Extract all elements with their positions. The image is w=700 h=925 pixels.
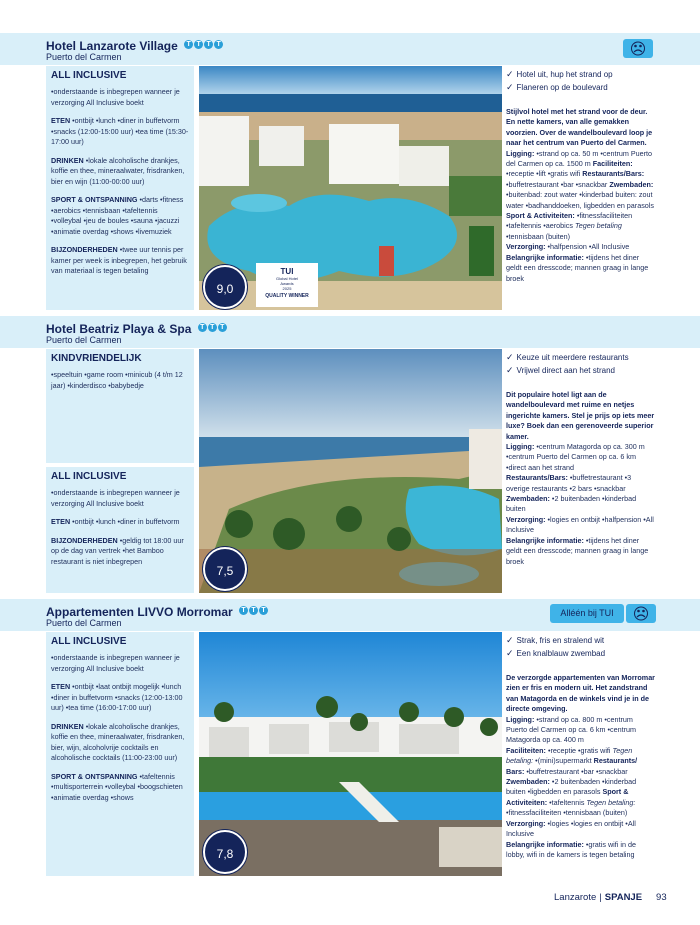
hotel-location: Puerto del Carmen	[46, 335, 122, 345]
highlight-item: ✓ Strak, fris en stralend wit	[506, 635, 605, 645]
panel-title: ALL INCLUSIVE	[51, 471, 127, 482]
star-icon	[208, 323, 217, 332]
page-number: 93	[656, 892, 667, 903]
star-icon	[259, 606, 268, 615]
star-icon	[184, 40, 193, 49]
hotel-photo	[199, 66, 502, 310]
star-rating	[184, 38, 224, 52]
hotel-title: Hotel Beatriz Playa & Spa TTT	[46, 321, 228, 336]
star-icon	[198, 323, 207, 332]
hotel-details: Ligging: •centrum Matagorda op ca. 300 m •centrum Puerto del Carmen op ca. 6 km •direct aan het strand Restaurants/Bars: •buffetrestaurant •3 overige restaurants •2 bars •snackbar Zwembaden: •2 buitenbaden •kinderbad buiten Verzorging: •logies en ontbijt •halfpension •All Inclusive Belangrijke informatie: •tijdens het diner geldt een dresscode; mannen graag in lange broek	[506, 442, 654, 566]
family-icon	[623, 39, 653, 58]
highlight-item: ✓ Vrijwel direct aan het strand	[506, 365, 615, 375]
hotel-intro: Dit populaire hotel ligt aan de wandelboulevard met ruime en netjes ingerichte kamers. Stel je prijs op iets meer luxe? Boek dan een gerenoveerde superior kamer.	[506, 390, 655, 441]
hotel-description	[506, 68, 656, 284]
hotel-title: Hotel Lanzarote Village TTTT	[46, 38, 224, 53]
all-inclusive-panel: ALL INCLUSIVE •onderstaande is inbegrepen wanneer je verzorging All Inclusive boekt ETEN •ontbijt •laat ontbijt mogelijk •lunch •diner in buffetvorm •snacks (12:00-13:00 uur) •tea time (16:00-17:00 uur) DRINKEN •lokale alcoholische drankjes, koffie en thee, mineraalwater, frisdranken, bier, wijn, alcoholvrije cocktails en alcoholische cocktails (11:00-23:00 uur) SPORT & ONTSPANNING •tafeltennis •multisporterrein •volleybal •boogschieten •animatie overdag •shows	[46, 632, 194, 876]
hotel-details: Ligging: •strand op ca. 50 m •centrum Puerto del Carmen op ca. 1500 m Faciliteiten: •receptie •lift •gratis wifi Restaurants/Bars: •buffetrestaurant •bar •snackbar Zwembaden: •buitenbad: zout water •kinderbad buiten: zout water •badhanddoeken, ligbedden en parasols Sport & Activiteiten: •fitnessfaciliteiten •tafeltennis •aerobics Tegen betaling •tennisbaan (buiten) Verzorging: •halfpension •All Inclusive Belangrijke informatie: •tijdens het diner geldt een dresscode; mannen graag in lange broek	[506, 148, 654, 283]
family-icon	[626, 604, 656, 623]
check-icon: ✓	[506, 648, 514, 658]
quality-winner-award: TUI Global Hotel Awards 2025 QUALITY WINNER	[256, 263, 318, 307]
star-rating	[239, 604, 269, 618]
panel-title: KINDVRIENDELIJK	[51, 353, 142, 364]
hotel-photo	[199, 632, 502, 876]
star-rating	[198, 321, 228, 335]
star-icon	[194, 40, 203, 49]
check-icon: ✓	[506, 352, 514, 362]
exclusive-tui-badge: Alléén bij TUI	[550, 604, 624, 623]
highlight-item: ✓ Een knalblauw zwembad	[506, 648, 606, 658]
panel-title: ALL INCLUSIVE	[51, 70, 127, 81]
review-score-badge: 7,8	[203, 830, 247, 874]
all-inclusive-panel: ALL INCLUSIVE •onderstaande is inbegrepen wanneer je verzorging All Inclusive boekt ETEN •ontbijt •lunch •diner in buffetvorm •snacks (12:00-15:00 uur) •tea time (15:30-17:00 uur) DRINKEN •lokale alcoholische drankjes, koffie en thee, mineraalwater, frisdranken, bier en wijn (11:00-00:00 uur) SPORT & ONTSPANNING •darts •fitness •aerobics •tennisbaan •tafeltennis •volleybal •jeu de boules •sauna •jacuzzi •animatie overdag •shows •livemuziek BIJZONDERHEDEN •twee uur tennis per kamer per week is inbegrepen, het gebruik van materiaal is tegen betaling	[46, 66, 194, 310]
check-icon: ✓	[506, 365, 514, 375]
highlight-item: ✓ Flaneren op de boulevard	[506, 82, 608, 92]
hotel-intro: De verzorgde appartementen van Morromar zien er fris en modern uit. Het zandstrand van Matagorda en de winkels vind je in de directe omgeving.	[506, 673, 655, 714]
hotel-title: Appartementen LIVVO Morromar TTT	[46, 604, 269, 619]
page-footer: Lanzarote | SPANJE 93	[554, 892, 667, 903]
hotel-details: Ligging: •strand op ca. 800 m •centrum Puerto del Carmen op ca. 6 km •centrum Matagorda op ca. 400 m Faciliteiten: •receptie •gratis wifi Tegen betaling: •(mini)supermarkt Restaurants/ Bars: •buffetrestaurant •bar •snackbar Zwembaden: •2 buitenbaden •kinderbad buiten •ligbedden en parasols Sport & Activiteiten: •tafeltennis Tegen betaling: •fitnessfaciliteiten •tennisbaan (buiten) Verzorging: •logies •logies en ontbijt •All Inclusive Belangrijke informatie: •gratis wifi in de lobby, wifi in de kamers is tegen betaling	[506, 714, 638, 859]
star-icon	[214, 40, 223, 49]
star-icon	[218, 323, 227, 332]
review-score-badge: 9,0	[203, 265, 247, 309]
panel-title: ALL INCLUSIVE	[51, 636, 127, 647]
check-icon: ✓	[506, 82, 514, 92]
hotel-description	[506, 351, 656, 567]
hotel-location: Puerto del Carmen	[46, 618, 122, 628]
hotel-location: Puerto del Carmen	[46, 52, 122, 62]
check-icon: ✓	[506, 69, 514, 79]
star-icon	[249, 606, 258, 615]
hotel-intro: Stijlvol hotel met het strand voor de deur. En nette kamers, van alle gemakken voorzien. Over de wandelboulevard loop je naar het centrum van Puerto del Carmen.	[506, 107, 653, 148]
kid-friendly-panel: KINDVRIENDELIJK •speeltuin •game room •minicub (4 t/m 12 jaar) •kinderdisco •babybedje	[46, 349, 194, 463]
highlight-item: ✓ Hotel uit, hup het strand op	[506, 69, 613, 79]
highlight-item: ✓ Keuze uit meerdere restaurants	[506, 352, 629, 362]
hotel-photo	[199, 349, 502, 593]
all-inclusive-panel: ALL INCLUSIVE •onderstaande is inbegrepen wanneer je verzorging All Inclusive boekt ETEN •ontbijt •lunch •diner in buffetvorm BIJZONDERHEDEN •geldig tot 18:00 uur op de dag van vertrek •het Bamboo restaurant is niet inbegrepen	[46, 467, 194, 593]
hotel-description	[506, 634, 656, 860]
star-icon	[204, 40, 213, 49]
review-score-badge: 7,5	[203, 547, 247, 591]
check-icon: ✓	[506, 635, 514, 645]
star-icon	[239, 606, 248, 615]
